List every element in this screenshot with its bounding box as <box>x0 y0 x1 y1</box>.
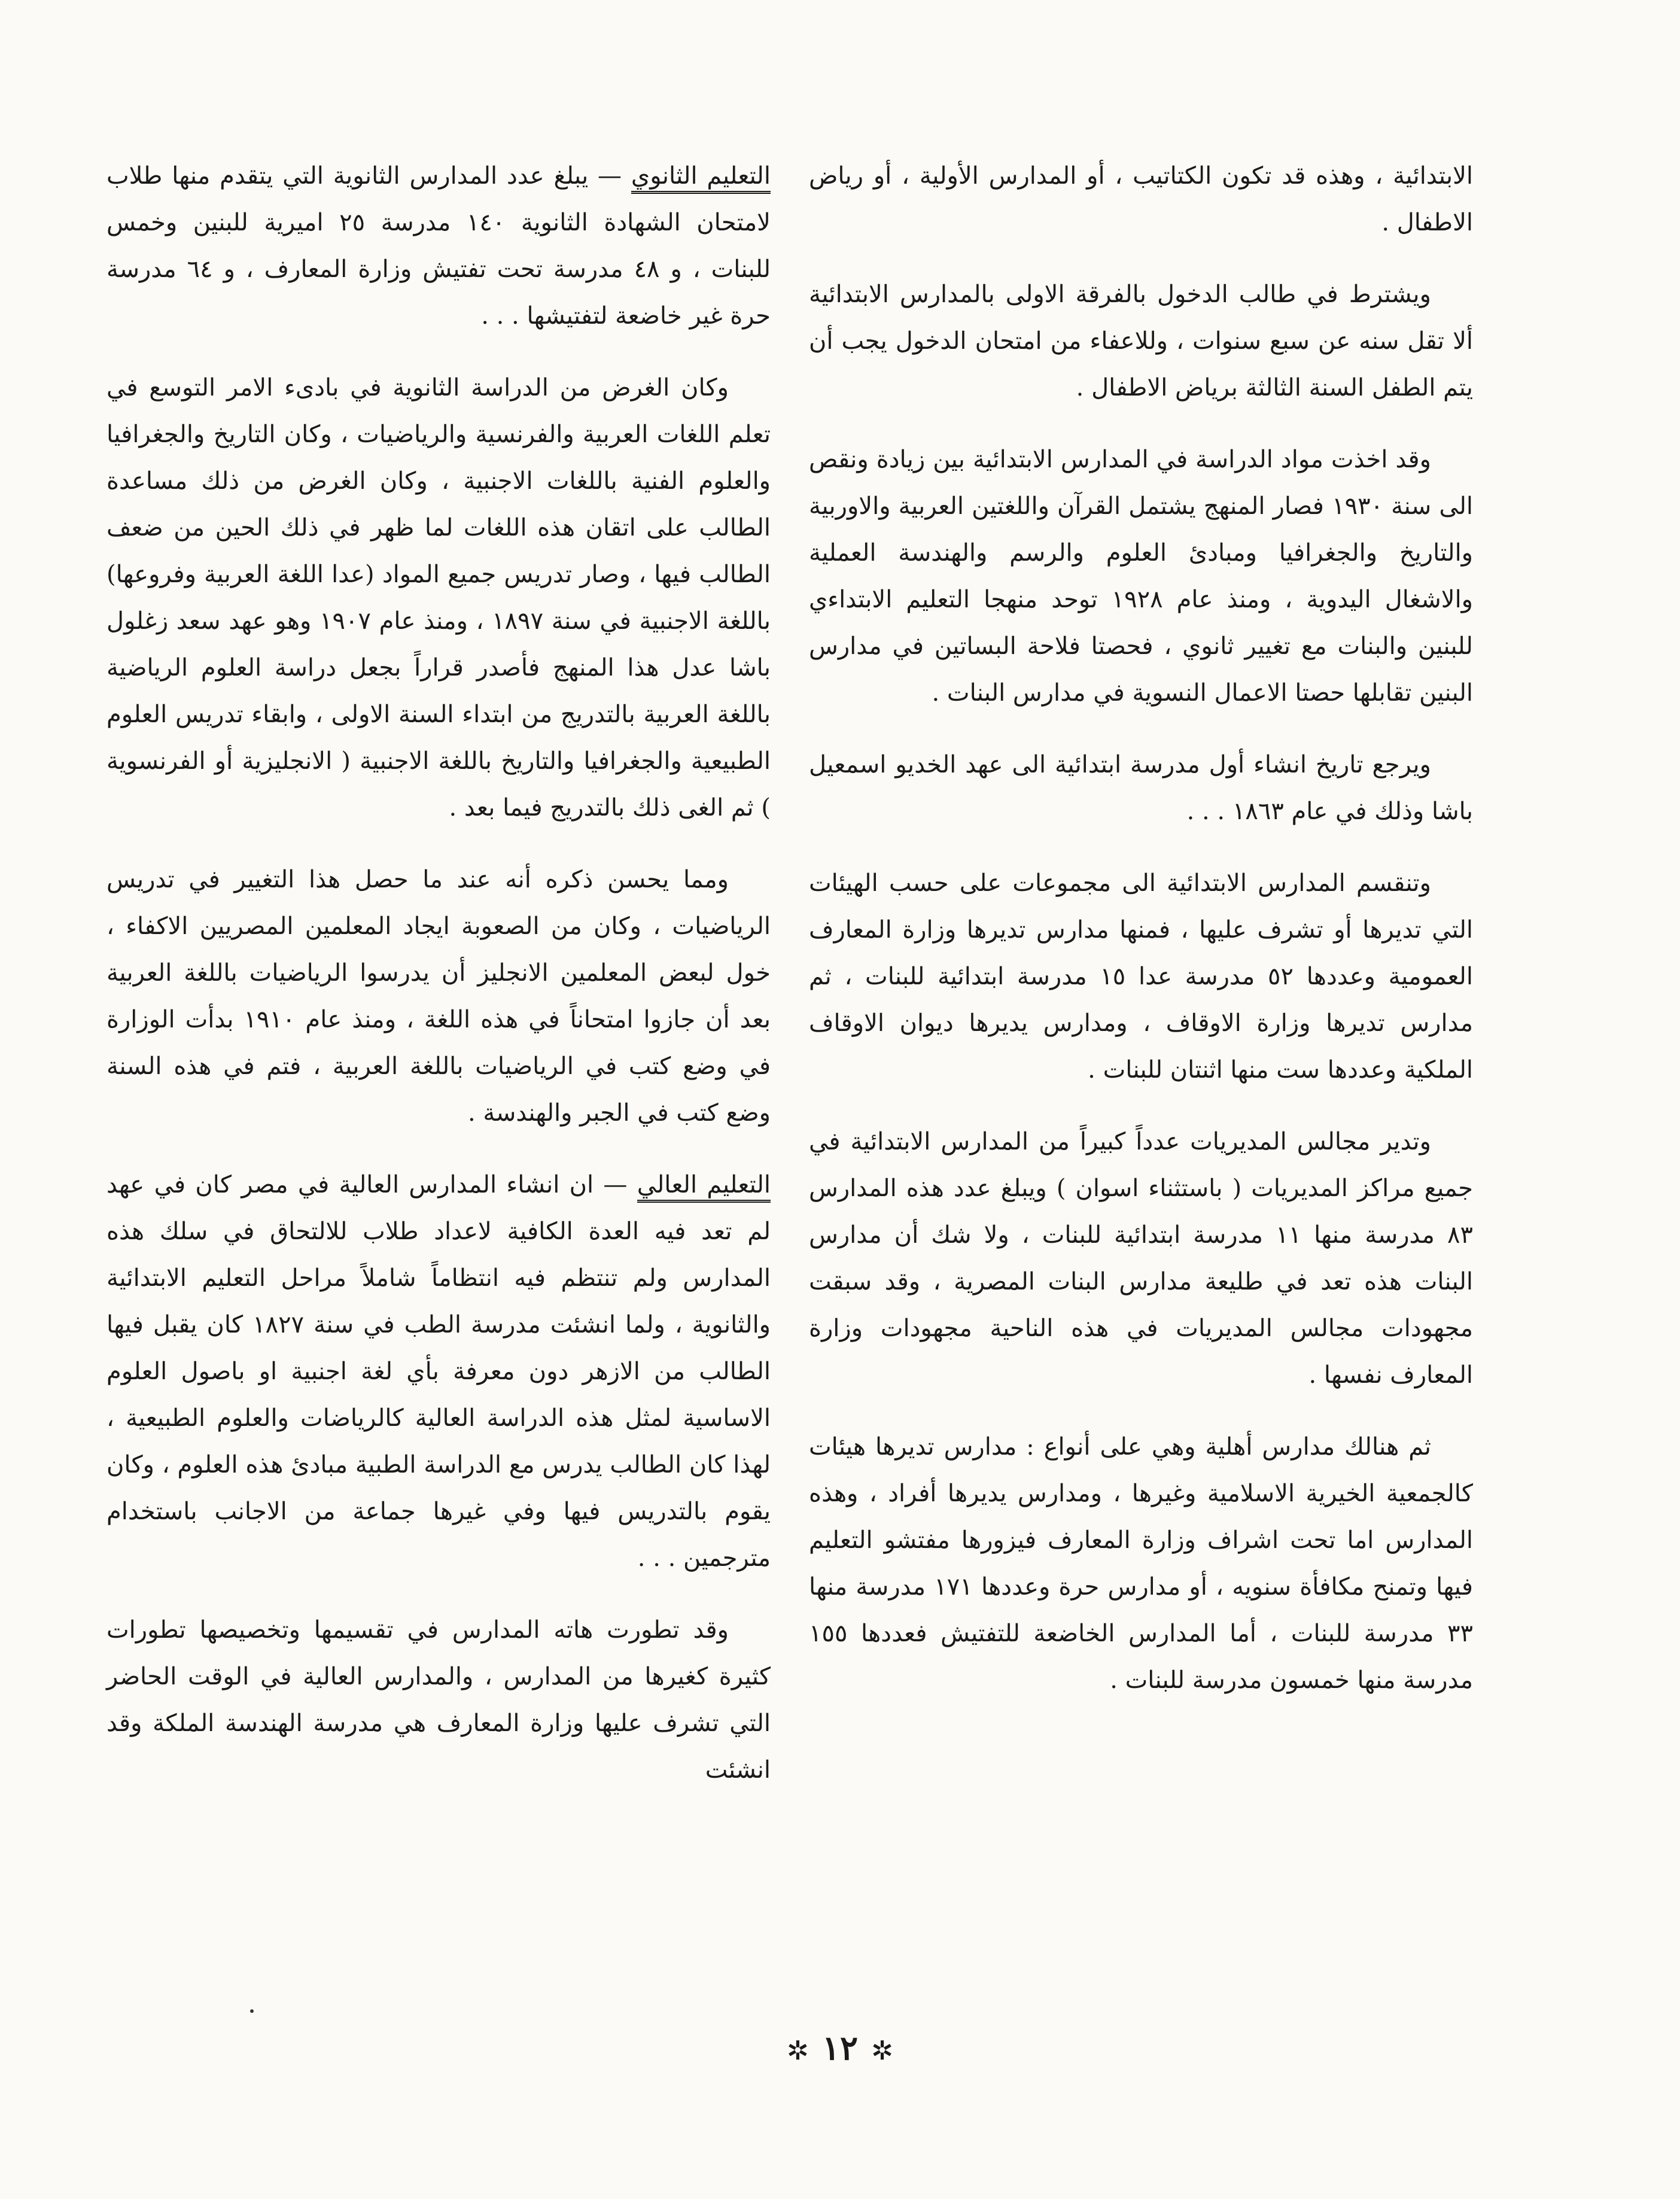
paragraph-school-groups: وتنقسم المدارس الابتدائية الى مجموعات على حسب الهيئات التي تديرها أو تشرف عليها ، فمنها مدارس تديرها وزارة المعارف العمومية وعددها ٥٢ مدرسة عدا ١٥ مدرسة ابتدائية للبنات ، ثم مدارس تديرها وزارة الاوقاف ، ومدارس يديرها ديوان الاوقاف الملكية وعددها ست منها اثنتان للبنات . <box>809 869 1473 1084</box>
page-footer <box>0 2028 1680 2068</box>
paragraph-curriculum: وقد اخذت مواد الدراسة في المدارس الابتدائية بين زيادة ونقص الى سنة ١٩٣٠ فصار المنهج يشتمل القرآن واللغتين العربية والاوربية والتاريخ والجغرافيا ومبادئ العلوم والرسم والهندسة العملية والاشغال اليدوية ، ومنذ عام ١٩٢٨ توحد منهجا التعليم الابتداءي للبنين والبنات مع تغيير ثانوي ، فحصتا فلاحة البساتين في مدارس البنين تقابلها حصتا الاعمال النسوية في مدارس البنات . <box>809 446 1473 707</box>
higher-text: — ان انشاء المدارس العالية في مصر كان في عهد لم تعد فيه العدة الكافية لاعداد طلاب للالتحاق في سلك هذه المدارس ولم تنتظم فيه انتظاماً شاملاً مراحل التعليم الابتدائية والثانوية ، ولما انشئت مدرسة الطب في سنة ١٨٢٧ كان يقبل فيها الطالب من الازهر دون معرفة بأي لغة اجنبية او باصول العلوم الاساسية لمثل هذه الدراسة العالية كالرياضات والعلوم الطبيعية ، لهذا كان الطالب يدرس مع الدراسة الطبية مبادئ هذه العلوم ، وكان يقوم بالتدريس فيها وفي غيرها جماعة من الاجانب باستخدام مترجمين . . . <box>106 1171 771 1572</box>
section-heading-secondary: التعليم الثانوي <box>631 162 771 194</box>
page-number: ١٢ <box>821 2028 859 2068</box>
paragraph-first-school: ويرجع تاريخ انشاء أول مدرسة ابتدائية الى عهد الخديو اسمعيل باشا وذلك في عام ١٨٦٣ . . . <box>809 751 1473 825</box>
right-column <box>809 153 1473 1729</box>
paragraph-higher-development: وقد تطورت هاته المدارس في تقسيمها وتخصيصها تطورات كثيرة كغيرها من المدارس ، والمدارس العالية في الوقت الحاضر التي تشرف عليها وزارة المعارف هي مدرسة الهندسة الملكة وقد انشئت <box>106 1616 771 1784</box>
left-column <box>106 153 771 1818</box>
ornament-star-icon: ✲ <box>871 2036 893 2066</box>
paragraph-secondary-aims: وكان الغرض من الدراسة الثانوية في بادىء الامر التوسع في تعلم اللغات العربية والفرنسية والرياضيات ، وكان التاريخ والجغرافيا والعلوم الفنية باللغات الاجنبية ، وكان الغرض من ذلك مساعدة الطالب على اتقان هذه اللغات لما ظهر في ذلك الحين من ضعف الطالب فيها ، وصار تدريس جميع المواد (عدا اللغة العربية وفروعها) باللغة الاجنبية في سنة ١٨٩٧ ، ومنذ عام ١٩٠٧ وهو عهد سعد زغلول باشا عدل هذا المنهج فأصدر قراراً بجعل دراسة العلوم الرياضية باللغة العربية بالتدريج من ابتداء السنة الاولى ، وابقاء تدريس العلوم الطبيعية والجغرافيا والتاريخ باللغة الاجنبية ( الانجليزية أو الفرنسوية ) ثم الغى ذلك بالتدريج فيما بعد . <box>106 374 771 822</box>
section-heading-higher: التعليم العالي <box>637 1171 771 1203</box>
paragraph-higher-education <box>106 1161 771 1581</box>
ink-speck <box>250 2009 254 2013</box>
paragraph-secondary-education <box>106 153 771 339</box>
paragraph-admission-age: ويشترط في طالب الدخول بالفرقة الاولى بالمدارس الابتدائية ألا تقل سنه عن سبع سنوات ، وللاعفاء من امتحان الدخول يجب أن يتم الطفل السنة الثالثة برياض الاطفال . <box>809 281 1473 402</box>
ornament-star-icon: ✲ <box>787 2036 809 2066</box>
paragraph-math-teaching: ومما يحسن ذكره أنه عند ما حصل هذا التغيير في تدريس الرياضيات ، وكان من الصعوبة ايجاد المعلمين المصريين الاكفاء ، خول لبعض المعلمين الانجليز أن يدرسوا الرياضيات باللغة العربية بعد أن جازوا امتحاناً في هذه اللغة ، ومنذ عام ١٩١٠ بدأت الوزارة في وضع كتب في الرياضيات باللغة العربية ، فتم في هذه السنة وضع كتب في الجبر والهندسة . <box>106 866 771 1127</box>
paragraph-private-schools: ثم هنالك مدارس أهلية وهي على أنواع : مدارس تديرها هيئات كالجمعية الخيرية الاسلامية وغيرها ، ومدارس يديرها أفراد ، وهذه المدارس اما تحت اشراف وزارة المعارف فيزورها مفتشو التعليم فيها وتمنح مكافأة سنويه ، أو مدارس حرة وعددها ١٧١ مدرسة منها ٣٣ مدرسة للبنات ، أما المدارس الخاضعة للتفتيش فعددها ١٥٥ مدرسة منها خمسون مدرسة للبنات . <box>809 1433 1474 1694</box>
paragraph-primary-schools: الابتدائية ، وهذه قد تكون الكتاتيب ، أو المدارس الأولية ، أو رياض الاطفال . <box>809 162 1473 236</box>
paragraph-provincial-councils: وتدير مجالس المديريات عدداً كبيراً من المدارس الابتدائية في جميع مراكز المديريات ( باستثناء اسوان ) ويبلغ عدد هذه المدارس ٨٣ مدرسة منها ١١ مدرسة ابتدائية للبنات ، ولا شك أن مدارس البنات هذه تعد في طليعة مدارس البنات المصرية ، وقد سبقت مجهودات مجالس المديريات في هذه الناحية مجهودات وزارة المعارف نفسها . <box>809 1128 1474 1389</box>
secondary-text: — يبلغ عدد المدارس الثانوية التي يتقدم منها طلاب لامتحان الشهادة الثانوية ١٤٠ مدرسة ٢٥ اميرية للبنين وخمس للبنات ، و ٤٨ مدرسة تحت تفتيش وزارة المعارف ، و ٦٤ مدرسة حرة غير خاضعة لتفتيشها . . . <box>106 162 771 330</box>
